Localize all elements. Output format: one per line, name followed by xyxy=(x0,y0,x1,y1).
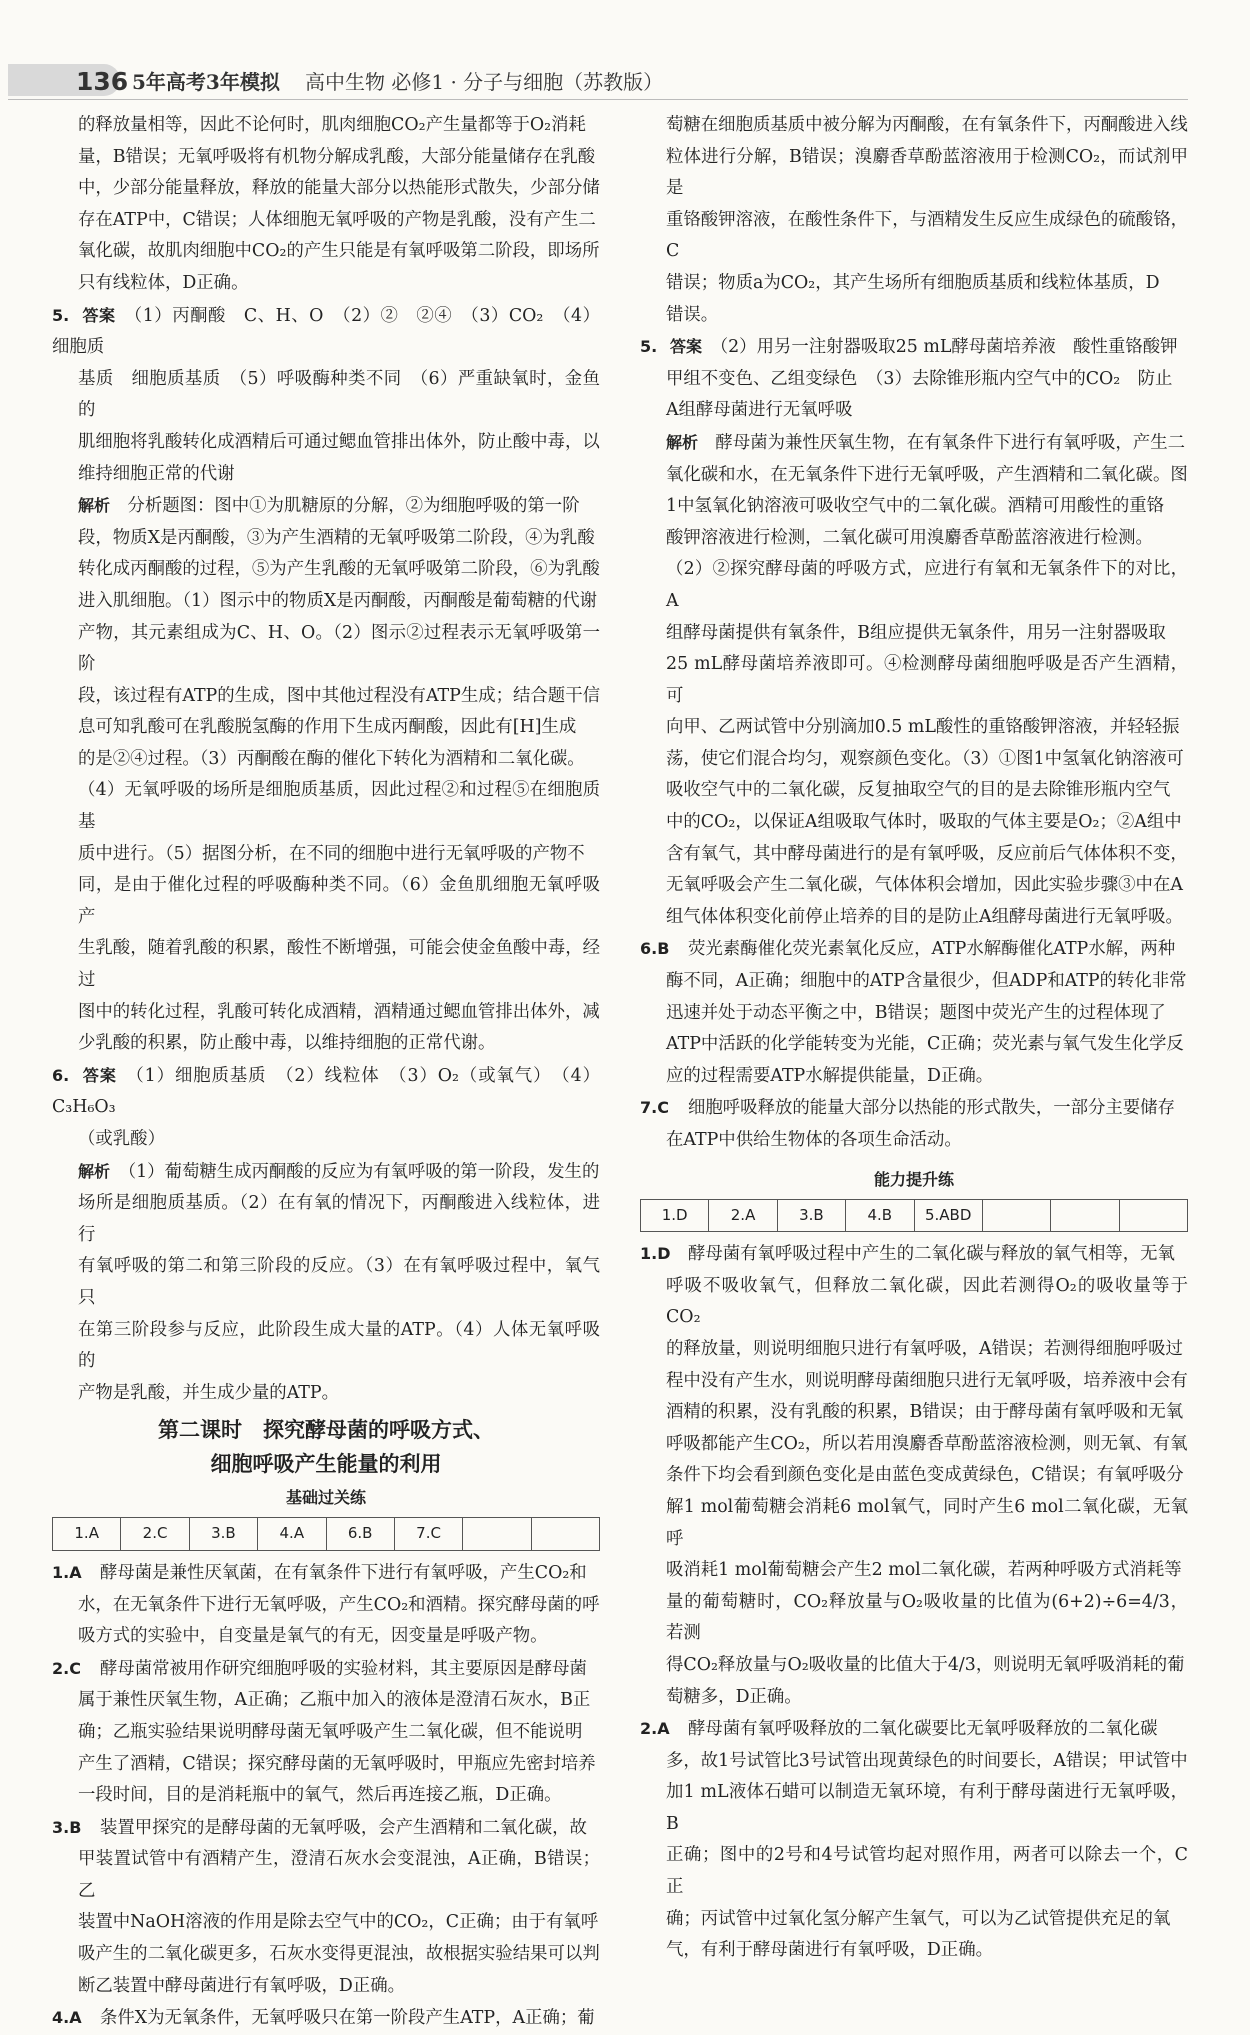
answer-key-cell: 2.C xyxy=(121,1518,189,1551)
text-line: 呼吸不吸收氧气，但释放二氧化碳，因此若测得O₂的吸收量等于CO₂ xyxy=(666,1275,1188,1328)
text-line: 存在ATP中，C错误；人体细胞无氧呼吸的产物是乳酸，没有产生二 xyxy=(78,209,596,230)
subject-title: 高中生物 必修1 · 分子与细胞（苏教版） xyxy=(305,70,664,94)
text-line: 酵母菌是兼性厌氧菌，在有氧条件下进行有氧呼吸，产生CO₂和 xyxy=(100,1562,587,1583)
text-line: 产物，其元素组成为C、H、O。（2）图示②过程表示无氧呼吸第一阶 xyxy=(78,622,600,675)
text-line: （1）葡萄糖生成丙酮酸的反应为有氧呼吸的第一阶段，发生的 xyxy=(127,1161,600,1182)
answer-key-cell: 7.C xyxy=(394,1518,462,1551)
question-number: 2.C xyxy=(52,1658,81,1678)
section-heading-advanced: 能力提升练 xyxy=(873,1169,954,1189)
answer-key-cell: 4.A xyxy=(258,1518,326,1551)
text-line: 段，物质X是丙酮酸，③为产生酒精的无氧呼吸第二阶段，④为乳酸 xyxy=(78,527,595,548)
question-number: 3.B xyxy=(52,1817,82,1837)
text-line: 分析题图：图中①为肌糖原的分解，②为细胞呼吸的第一阶 xyxy=(127,496,580,517)
left-continuation xyxy=(52,110,600,300)
text-line: 粒体进行分解，B错误；溴麝香草酚蓝溶液用于检测CO₂，而试剂甲是 xyxy=(666,146,1188,199)
text-line: 装置中NaOH溶液的作用是除去空气中的CO₂，C正确；由于有氧呼 xyxy=(78,1912,599,1933)
answer-key-cell: 1.A xyxy=(53,1518,121,1551)
text-line: 酶不同，A正确；细胞中的ATP含量很少，但ADP和ATP的转化非常 xyxy=(666,971,1187,992)
text-line: 属于兼性厌氧生物，A正确；乙瓶中加入的液体是澄清石灰水，B正 xyxy=(78,1690,591,1711)
text-line: 荧光素酶催化荧光素氧化反应，ATP水解酶催化ATP水解，两种 xyxy=(688,939,1176,960)
text-line: 只有线粒体，D正确。 xyxy=(78,272,249,293)
question-number: 4.A xyxy=(52,2008,82,2028)
text-line: 解1 mol葡萄糖会消耗6 mol氧气，同时产生6 mol二氧化碳，无氧呼 xyxy=(666,1496,1188,1549)
text-line: 图中的转化过程，乳酸可转化成酒精，酒精通过鳃血管排出体外，减 xyxy=(78,1001,600,1022)
right-column xyxy=(640,110,1188,1967)
text-line: 吸方式的实验中，自变量是氧气的有无，因变量是呼吸产物。 xyxy=(78,1626,548,1647)
text-line: 少乳酸的积累，防止酸中毒，以维持细胞的正常代谢。 xyxy=(78,1033,496,1054)
text-line: 细胞呼吸释放的能量大部分以热能的形式散失，一部分主要储存 xyxy=(688,1098,1175,1119)
text-line: 含有氧气，其中酵母菌进行的是有氧呼吸，反应前后气体体积不变， xyxy=(666,843,1188,864)
text-line: 水，在无氧条件下进行无氧呼吸，产生CO₂和酒精。探究酵母菌的呼 xyxy=(78,1594,600,1615)
text-line: 无氧呼吸会产生二氧化碳，气体体积会增加，因此实验步骤③中在A xyxy=(666,875,1183,896)
text-line: 断乙装置中酵母菌进行有氧呼吸，D正确。 xyxy=(78,1975,405,1996)
text-line: 量，B错误；无氧呼吸将有机物分解成乳酸，大部分能量储存在乳酸 xyxy=(78,146,596,167)
text-line: 段，该过程有ATP的生成，图中其他过程没有ATP生成；结合题干信 xyxy=(78,685,600,706)
text-line: A组酵母菌进行无氧呼吸 xyxy=(666,400,853,421)
text-line: 息可知乳酸可在乳酸脱氢酶的作用下生成丙酮酸，因此有[H]生成 xyxy=(78,717,577,738)
text-line: 程中没有产生水，则说明酵母菌细胞只进行无氧呼吸，培养液中会有 xyxy=(666,1370,1188,1391)
text-line: 有氧呼吸的第二和第三阶段的反应。（3）在有氧呼吸过程中，氧气只 xyxy=(78,1256,600,1308)
answer-block-b1 xyxy=(52,1557,600,1653)
answer-key-cell xyxy=(1051,1199,1119,1232)
answer-block-b4 xyxy=(52,2002,600,2035)
text-line: 转化成丙酮酸的过程，⑤为产生乳酸的无氧呼吸第二阶段，⑥为乳酸 xyxy=(78,559,600,580)
answer-key-cell: 3.B xyxy=(777,1199,845,1232)
answer-label: 答案 xyxy=(670,337,703,357)
lesson-title-line: 细胞呼吸产生能量的利用 xyxy=(210,1452,442,1477)
explanation-label: 解析 xyxy=(78,496,111,516)
text-line: 得CO₂释放量与O₂吸收量的比值大于4/3，则说明无氧呼吸消耗的葡 xyxy=(666,1654,1185,1675)
text-line: 应的过程需要ATP水解提供能量，D正确。 xyxy=(666,1065,994,1086)
text-line: 的是②④过程。（3）丙酮酸在酶的催化下转化为酒精和二氧化碳。 xyxy=(78,748,585,769)
text-line: （1）丙酮酸 C、H、O （2）② ②④ （3）CO₂ （4）细胞质 xyxy=(52,305,600,358)
text-line: 产物是乳酸，并生成少量的ATP。 xyxy=(78,1382,339,1403)
answer-block-a1 xyxy=(640,1238,1188,1713)
text-line: 量的葡萄糖时，CO₂释放量与O₂吸收量的比值为(6+2)÷6=4/3，若测 xyxy=(666,1591,1188,1644)
text-line: 酵母菌常被用作研究细胞呼吸的实验材料，其主要原因是酵母菌 xyxy=(100,1658,587,1679)
text-line: 产生了酒精，C错误；探究酵母菌的无氧呼吸时，甲瓶应先密封培养 xyxy=(78,1753,596,1774)
text-line: 中，少部分能量释放，释放的能量大部分以热能形式散失，少部分储 xyxy=(78,178,600,199)
text-line: 进入肌细胞。（1）图示中的物质X是丙酮酸，丙酮酸是葡萄糖的代谢 xyxy=(78,590,598,611)
text-line: 错误；物质a为CO₂，其产生场所有细胞质基质和线粒体基质，D xyxy=(666,272,1160,293)
text-line: 基质 细胞质基质 （5）呼吸酶种类不同 （6）严重缺氧时，金鱼的 xyxy=(78,368,600,421)
text-line: 萄糖多，D正确。 xyxy=(666,1686,802,1707)
answer-block-q5 xyxy=(52,300,600,1060)
text-line: 在第三阶段参与反应，此阶段生成大量的ATP。（4）人体无氧呼吸的 xyxy=(78,1319,600,1372)
text-line: 向甲、乙两试管中分别滴加0.5 mL酸性的重铬酸钾溶液，并轻轻振 xyxy=(666,717,1180,738)
text-line: 中的CO₂，以保证A组吸取气体时，吸取的气体主要是O₂；②A组中 xyxy=(666,812,1182,833)
text-line: 确；丙试管中过氧化氢分解产生氧气，可以为乙试管提供充足的氧 xyxy=(666,1908,1171,1929)
text-line: 呼吸都能产生CO₂，所以若用溴麝香草酚蓝溶液检测，则无氧、有氧 xyxy=(666,1433,1188,1454)
lesson-title xyxy=(52,1413,600,1481)
text-line: ATP中活跃的化学能转变为光能，C正确；荧光素与氧气发生化学反 xyxy=(666,1034,1184,1055)
answer-key-table-basic xyxy=(52,1517,600,1551)
left-column xyxy=(52,110,600,2035)
text-line: 荡，使它们混合均匀，观察颜色变化。（3）①图1中氢氧化钠溶液可 xyxy=(666,748,1184,769)
text-line: （或乳酸） xyxy=(78,1129,165,1149)
answer-label: 答案 xyxy=(82,1065,117,1085)
text-line: 的释放量，则说明细胞只进行有氧呼吸，A错误；若测得细胞呼吸过 xyxy=(666,1338,1183,1359)
answer-block-b2 xyxy=(52,1653,600,1812)
question-number: 6. xyxy=(52,1065,70,1085)
answer-key-cell: 1.D xyxy=(641,1199,709,1232)
question-number: 5. xyxy=(640,337,658,357)
text-line: 维持细胞正常的代谢 xyxy=(78,463,235,484)
answer-key-cell: 4.B xyxy=(846,1199,914,1232)
text-line: 吸消耗1 mol葡萄糖会产生2 mol二氧化碳，若两种呼吸方式消耗等 xyxy=(666,1560,1182,1581)
text-line: 甲装置试管中有酒精产生，澄清石灰水会变混浊，A正确，B错误；乙 xyxy=(78,1849,600,1901)
answer-key-cell xyxy=(463,1518,531,1551)
page-number: 136 xyxy=(76,67,129,96)
text-line: 酸钾溶液进行检测，二氧化碳可用溴麝香草酚蓝溶液进行检测。 xyxy=(666,527,1153,548)
text-line: 萄糖在细胞质基质中被分解为丙酮酸，在有氧条件下，丙酮酸进入线 xyxy=(666,115,1188,135)
text-line: 场所是细胞质基质。（2）在有氧的情况下，丙酮酸进入线粒体，进行 xyxy=(78,1193,600,1245)
answer-key-cell xyxy=(531,1518,599,1551)
text-line: （2）用另一注射器吸取25 mL酵母菌培养液 酸性重铬酸钾 xyxy=(719,337,1178,358)
question-number: 5. xyxy=(52,305,70,325)
lesson-title-line: 第二课时 探究酵母菌的呼吸方式、 xyxy=(158,1418,494,1443)
text-line: 错误。 xyxy=(666,304,719,325)
question-number: 1.A xyxy=(52,1562,82,1582)
text-line: 气，有利于酵母菌进行有氧呼吸，D正确。 xyxy=(666,1940,993,1961)
text-line: 加1 mL液体石蜡可以制造无氧环境，有利于酵母菌进行无氧呼吸，B xyxy=(666,1782,1188,1834)
text-line: 组气体体积变化前停止培养的目的是防止A组酵母菌进行无氧呼吸。 xyxy=(666,906,1183,927)
text-line: 25 mL酵母菌培养液即可。④检测酵母菌细胞呼吸是否产生酒精，可 xyxy=(666,654,1188,706)
text-line: （2）②探究酵母菌的呼吸方式，应进行有氧和无氧条件下的对比，A xyxy=(666,559,1188,611)
text-line: 酒精的积累，没有乳酸的积累，B错误；由于酵母菌有氧呼吸和无氧 xyxy=(666,1402,1184,1423)
series-title: 5年高考3年模拟 xyxy=(132,70,280,94)
answer-block-b3 xyxy=(52,1812,600,2003)
text-line: （4）无氧呼吸的场所是细胞质基质，因此过程②和过程⑤在细胞质基 xyxy=(78,780,600,833)
answer-block-q6 xyxy=(52,1060,600,1410)
answer-key-cell: 3.B xyxy=(189,1518,257,1551)
header-rule xyxy=(8,99,1188,100)
text-line: 组酵母菌提供有氧条件，B组应提供无氧条件，用另一注射器吸取 xyxy=(666,622,1166,643)
text-line: 酵母菌有氧呼吸过程中产生的二氧化碳与释放的氧气相等，无氧 xyxy=(688,1244,1175,1265)
text-line: 在ATP中供给生物体的各项生命活动。 xyxy=(666,1130,962,1150)
answer-key-cell: 5.ABD xyxy=(914,1199,982,1232)
explanation-label: 解析 xyxy=(78,1161,111,1181)
text-line: 甲组不变色、乙组变绿色 （3）去除锥形瓶内空气中的CO₂ 防止 xyxy=(666,368,1173,389)
text-line: 吸收空气中的二氧化碳，反复抽取空气的目的是去除锥形瓶内空气 xyxy=(666,780,1171,801)
answer-block-b7 xyxy=(640,1092,1188,1156)
text-line: 质中进行。（5）据图分析，在不同的细胞中进行无氧呼吸的产物不 xyxy=(78,843,585,864)
text-line: 生乳酸，随着乳酸的积累，酸性不断增强，可能会使金鱼酸中毒，经过 xyxy=(78,938,600,991)
section-heading-basic: 基础过关练 xyxy=(285,1488,366,1508)
answer-block-a2 xyxy=(640,1713,1188,1967)
text-line: 氧化碳和水，在无氧条件下进行无氧呼吸，产生酒精和二氧化碳。图 xyxy=(666,464,1188,485)
text-line: 1中氢氧化钠溶液可吸收空气中的二氧化碳。酒精可用酸性的重铬 xyxy=(666,496,1165,517)
text-line: 条件下均会看到颜色变化是由蓝色变成黄绿色，C错误；有氧呼吸分 xyxy=(666,1465,1184,1486)
text-line: 一段时间，目的是消耗瓶中的氧气，然后再连接乙瓶，D正确。 xyxy=(78,1785,562,1806)
text-line: 重铬酸钾溶液，在酸性条件下，与酒精发生反应生成绿色的硫酸铬，C xyxy=(666,209,1188,262)
answer-label: 答案 xyxy=(82,305,116,325)
text-line: （1）细胞质基质 （2）线粒体 （3）O₂（或氧气） （4）C₃H₆O₃ xyxy=(52,1065,600,1118)
answer-key-cell xyxy=(1119,1199,1187,1232)
text-line: 吸产生的二氧化碳更多，石灰水变得更混浊，故根据实验结果可以判 xyxy=(78,1944,600,1965)
text-line: 迅速并处于动态平衡之中，B错误；题图中荧光产生的过程体现了 xyxy=(666,1002,1166,1023)
question-number: 2.A xyxy=(640,1719,670,1739)
text-line: 条件X为无氧条件，无氧呼吸只在第一阶段产生ATP，A正确；葡 xyxy=(100,2008,595,2029)
question-number: 1.D xyxy=(640,1244,671,1264)
text-line: 酵母菌为兼性厌氧生物，在有氧条件下进行有氧呼吸，产生二 xyxy=(715,432,1185,453)
text-line: 多，故1号试管比3号试管出现黄绿色的时间要长，A错误；甲试管中 xyxy=(666,1750,1188,1771)
text-line: 正确；图中的2号和4号试管均起对照作用，两者可以除去一个，C正 xyxy=(666,1845,1188,1898)
page-header xyxy=(0,60,1250,100)
text-line: 确；乙瓶实验结果说明酵母菌无氧呼吸产生二氧化碳，但不能说明 xyxy=(78,1721,583,1742)
text-line: 同，是由于催化过程的呼吸酶种类不同。（6）金鱼肌细胞无氧呼吸产 xyxy=(78,875,600,927)
answer-key-table-advanced xyxy=(640,1199,1188,1233)
text-line: 肌细胞将乳酸转化成酒精后可通过鳃血管排出体外，防止酸中毒，以 xyxy=(78,431,600,452)
text-line: 氧化碳，故肌肉细胞中CO₂的产生只能是有氧呼吸第二阶段，即场所 xyxy=(78,241,600,262)
right-continuation xyxy=(640,110,1188,331)
answer-block-b5 xyxy=(640,331,1188,933)
page-number-tab xyxy=(8,64,129,96)
text-line: 装置甲探究的是酵母菌的无氧呼吸，会产生酒精和二氧化碳，故 xyxy=(100,1817,587,1838)
question-number: 6.B xyxy=(640,939,670,959)
text-line: 的释放量相等，因此不论何时，肌肉细胞CO₂产生量都等于O₂消耗 xyxy=(78,115,586,135)
explanation-label: 解析 xyxy=(666,432,699,452)
answer-block-b6 xyxy=(640,933,1188,1092)
text-line: 酵母菌有氧呼吸释放的二氧化碳要比无氧呼吸释放的二氧化碳 xyxy=(688,1719,1158,1740)
answer-key-cell: 2.A xyxy=(709,1199,777,1232)
answer-key-cell xyxy=(982,1199,1050,1232)
question-number: 7.C xyxy=(640,1098,669,1118)
answer-key-cell: 6.B xyxy=(326,1518,394,1551)
